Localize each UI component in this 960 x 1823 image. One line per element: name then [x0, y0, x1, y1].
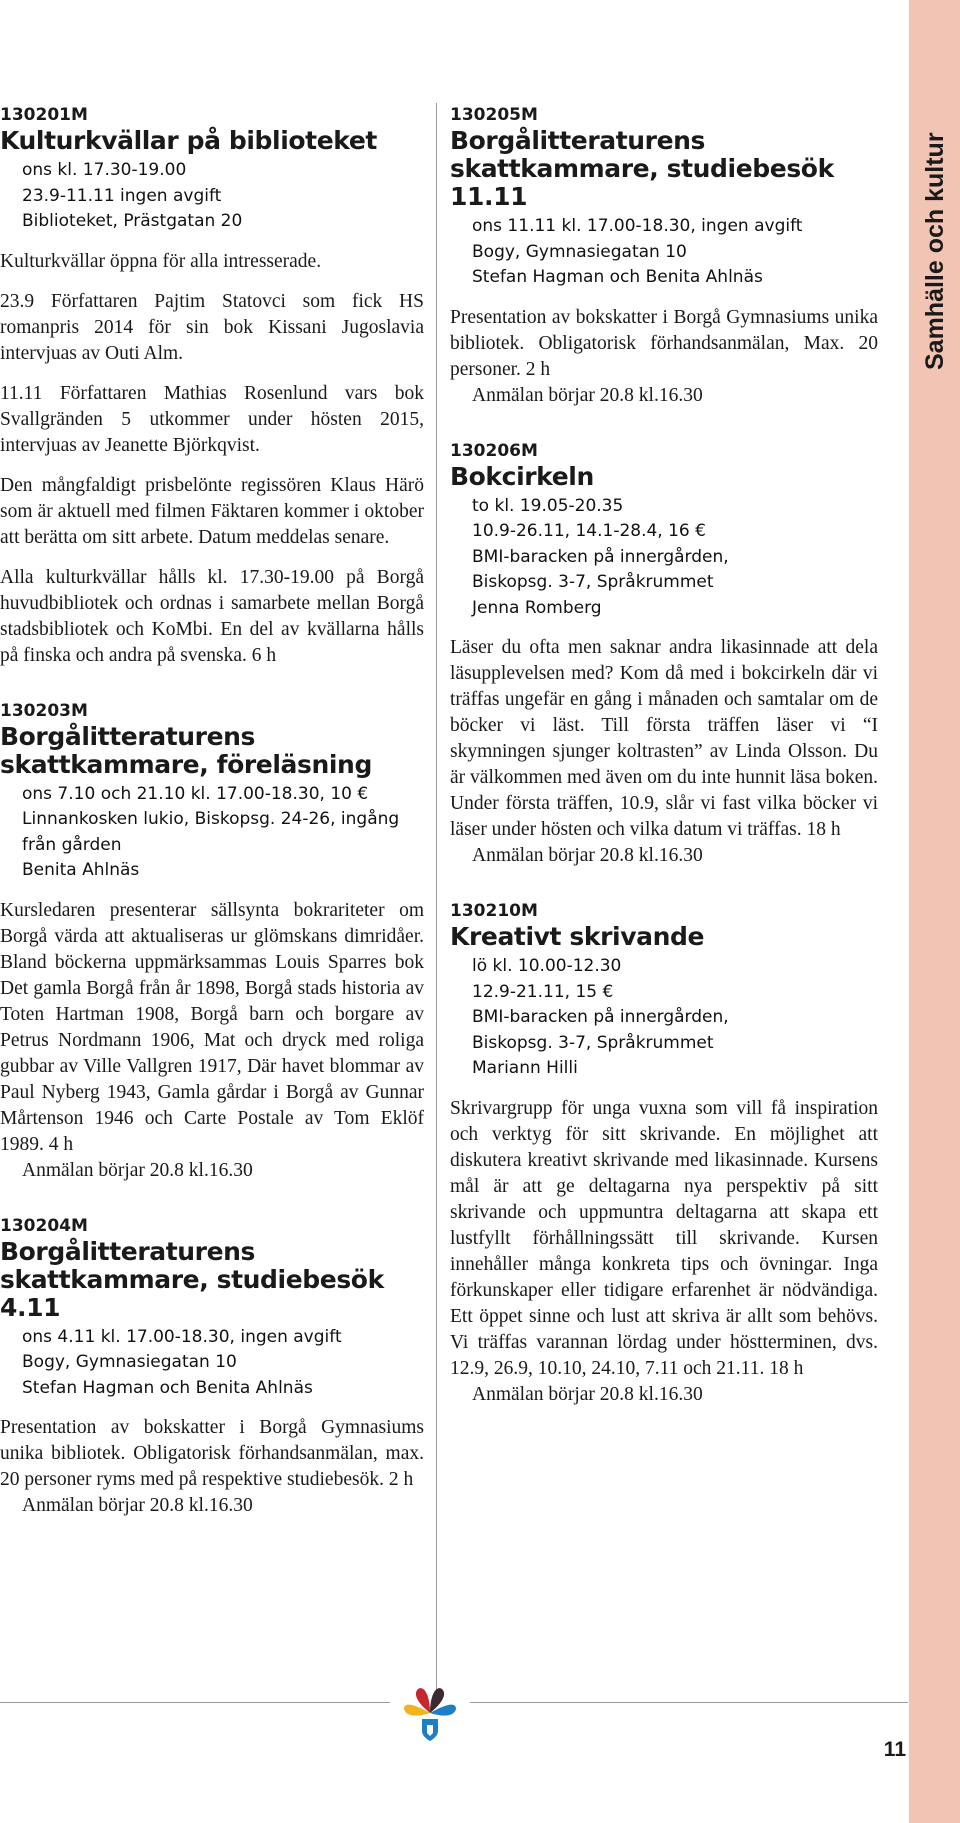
course-registration: Anmälan börjar 20.8 kl.16.30 [472, 845, 703, 866]
course-title: Bokcirkeln [450, 461, 594, 491]
course-130206 [450, 441, 878, 870]
course-title: Kreativt skrivande [450, 922, 705, 951]
course-130204 [0, 1216, 424, 1520]
course-time: ons 7.10 och 21.10 kl. 17.00-18.30, 10 € [22, 783, 369, 804]
course-time: ons kl. 17.30-19.00 [22, 160, 187, 180]
course-description: Presentation av bokskatter i Borgå Gymnasiums unika bibliotek. Obligatorisk förhandsanmälan, max. 20 personer ryms med på respektive studiebesök. 2 h [0, 1417, 424, 1490]
course-description: Den mångfaldigt prisbelönte regissören Klaus Härö som är aktuell med filmen Fäktaren kommer i oktober att berätta om sitt arbete. Datum meddelas senare. [0, 474, 424, 548]
course-description: 11.11 Författaren Mathias Rosenlund vars bok Svallgränden 5 utkommer under hösten 2015, intervjuas av Jeanette Björkqvist. [0, 382, 424, 456]
course-code: 130203M [0, 700, 88, 721]
course-registration: Anmälan börjar 20.8 kl.16.30 [22, 1495, 253, 1516]
course-location: BMI-baracken på innergården, [472, 546, 729, 567]
course-meta [450, 494, 878, 622]
course-130210 [450, 901, 878, 1408]
course-teacher: Mariann Hilli [472, 1058, 578, 1078]
course-title: Borgålitteraturens skattkammare, studiebesök 4.11 [0, 1236, 384, 1322]
course-registration: Anmälan börjar 20.8 kl.16.30 [472, 1383, 703, 1405]
course-teacher: Stefan Hagman och Benita Ahlnäs [22, 1377, 313, 1398]
course-registration: Anmälan börjar 20.8 kl.16.30 [472, 384, 703, 406]
footer-rule-left [0, 1702, 390, 1703]
course-location: Bogy, Gymnasiegatan 10 [22, 1352, 237, 1372]
course-title: Borgålitteraturens skattkammare, föreläsning [0, 721, 372, 779]
footer-rule-right [470, 1702, 908, 1703]
course-location: Linnankosken lukio, Biskopsg. 24-26, ingång från gården [22, 809, 400, 855]
course-meta [0, 1325, 424, 1402]
course-registration: Anmälan börjar 20.8 kl.16.30 [22, 1159, 253, 1181]
course-code: 130206M [450, 440, 538, 461]
course-teacher: Stefan Hagman och Benita Ahlnäs [472, 267, 763, 287]
column-divider [436, 103, 437, 1703]
course-description: Kulturkvällar öppna för alla intresserade. [0, 250, 322, 272]
course-title: Borgålitteraturens skattkammare, studiebesök 11.11 [450, 126, 834, 211]
section-sidebar [909, 0, 960, 1823]
course-teacher: Benita Ahlnäs [22, 860, 140, 880]
course-description: Presentation av bokskatter i Borgå Gymnasiums unika bibliotek. Obligatorisk förhandsanmälan, Max. 20 personer. 2 h [450, 306, 878, 380]
course-time: ons 11.11 kl. 17.00-18.30, ingen avgift [472, 216, 803, 236]
kombi-flower-logo-icon [398, 1683, 462, 1743]
course-time: ons 4.11 kl. 17.00-18.30, ingen avgift [22, 1326, 342, 1347]
course-dates: 12.9-21.11, 15 € [472, 981, 614, 1002]
course-code: 130204M [0, 1215, 88, 1236]
course-location: Bogy, Gymnasiegatan 10 [472, 241, 687, 262]
course-130201 [0, 105, 424, 669]
course-meta [450, 214, 878, 291]
section-label: Samhälle och kultur [921, 132, 949, 370]
course-meta [0, 158, 424, 235]
course-130205 [450, 105, 878, 409]
course-time: lö kl. 10.00-12.30 [472, 956, 622, 976]
course-description: Läser du ofta men saknar andra likasinnade att dela läsupplevelsen med? Kom då med i bokcirkeln där vi träffas ungefär en gång i månaden och samtalar om de böcker vi läst. Till första träffen läser vi “I skymningen sjunger koltrasten” av Linda Olsson. Du är välkommen med även om du inte hunnit läsa boken. Under första träffen, 10.9, slår vi fast vilka böcker vi läser under hösten och vilka datum vi träffas. 18 h [450, 637, 878, 840]
course-meta [0, 782, 424, 884]
course-130203 [0, 701, 424, 1184]
course-title: Kulturkvällar på biblioteket [0, 126, 377, 155]
course-description: Alla kulturkvällar hålls kl. 17.30-19.00 på Borgå huvudbibliotek och ordnas i samarbete mellan Borgå stadsbibliotek och KoMbi. En del av kvällarna hålls på finska och andra på svenska. 6 h [0, 566, 424, 666]
course-teacher: Jenna Romberg [472, 597, 602, 618]
course-room: Biskopsg. 3-7, Språkrummet [472, 1032, 714, 1053]
course-dates: 10.9-26.11, 14.1-28.4, 16 € [472, 521, 706, 541]
left-column [0, 105, 424, 1551]
course-dates: 23.9-11.11 ingen avgift [22, 185, 222, 206]
course-room: Biskopsg. 3-7, Språkrummet [472, 572, 714, 592]
course-time: to kl. 19.05-20.35 [472, 495, 624, 516]
course-description: Kursledaren presenterar sällsynta bokrariteter om Borgå värda att aktualiseras ur glömskans dimridåer. Bland böckerna uppmärksammas Louis Sparres bok Det gamla Borgå från år 1898, Borgå stads historia av Toten Hartman 1908, Borgå barn och borgare av Petrus Nordmann 1906, Mat och dryck med roliga gubbar av Ville Vallgren 1917, Där havet blommar av Paul Nyberg 1943, Gamla gårdar i Borgå av Gunnar Mårtenson 1946 och Carte Postale av Tom Eklöf 1989. 4 h [0, 899, 424, 1155]
course-description: Skrivargrupp för unga vuxna som vill få inspiration och verktyg för sitt skrivande. En möjlighet att diskutera kreativt skrivande med likasinnade. Kursens mål är att ge deltagarna nya perspektiv på sitt skrivande och uppmuntra deltagarna att skapa ett lustfyllt förhållningssätt till skrivande. Kursen innehåller många konkreta tips och övningar. Inga förkunskaper eller tidigare erfarenhet är nödvändiga. Ett öppet sinne och lust att skriva är allt som behövs. Vi träffas varannan lördag under höstterminen, dvs. 12.9, 26.9, 10.10, 24.10, 7.11 och 21.11. 18 h [450, 1097, 878, 1379]
course-code: 130201M [0, 105, 88, 125]
right-column [450, 105, 878, 1440]
course-description: 23.9 Författaren Pajtim Statovci som fick HS romanpris 2014 för sin bok Kissani Jugoslavia intervjuas av Outi Alm. [0, 290, 424, 364]
course-code: 130205M [450, 105, 538, 125]
course-location: Biblioteket, Prästgatan 20 [22, 211, 243, 231]
course-code: 130210M [450, 901, 538, 921]
course-meta [450, 954, 878, 1082]
page-number: 11 [883, 1738, 906, 1761]
course-location: BMI-baracken på innergården, [472, 1007, 729, 1027]
